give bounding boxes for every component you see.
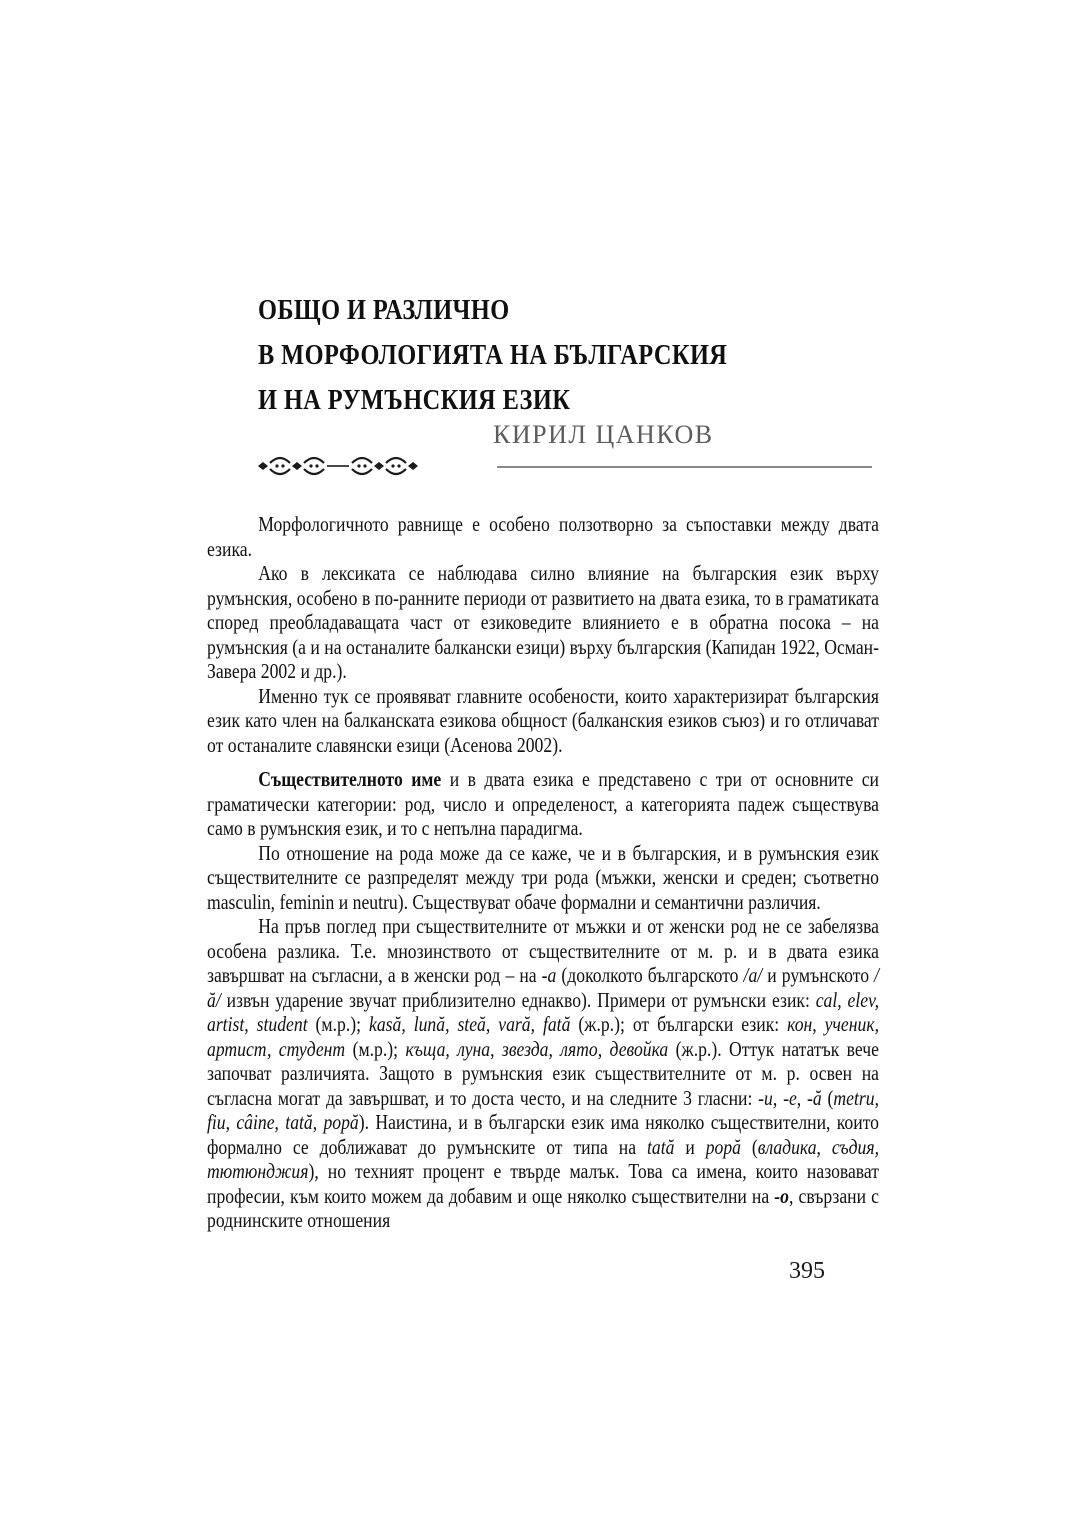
- text-run: /ă/: [207, 963, 879, 1012]
- fleuron-divider-icon: [258, 452, 418, 480]
- text-run: извън ударение звучат приблизително еднакво). Примери от румънски език:: [220, 987, 816, 1012]
- title-line-2: В МОРФОЛОГИЯТА НА БЪЛГАРСКИЯ: [258, 339, 728, 371]
- text-run: Именно тук се проявяват главните особености, които характеризират българския език като член на балканската езикова общност (балканския езиков съюз) и го отличават от останалите славянски езици (Асенова 2002).: [207, 683, 879, 757]
- text-run: кон, ученик, артист, студент: [207, 1012, 879, 1061]
- text-run: (м.р.);: [345, 1036, 406, 1061]
- paragraph: [207, 684, 879, 758]
- text-run: , свързани с роднинските отношения: [207, 1183, 879, 1232]
- text-run: (м.р.);: [307, 1012, 369, 1036]
- page-number: 395: [789, 1258, 825, 1284]
- text-run: -u, -e, -ă: [758, 1085, 822, 1110]
- paragraph: [207, 914, 879, 1233]
- text-run: Морфологичното равнище е особено ползотворно за съпоставки между двата езика.: [207, 512, 879, 561]
- text-run: (: [821, 1085, 834, 1110]
- text-run: metru, fiu, câine, tată, popă: [207, 1085, 879, 1134]
- text-run: tată: [646, 1134, 675, 1159]
- text-run: владика, съдия, тютюнджия: [207, 1134, 879, 1183]
- text-run: popă: [705, 1134, 741, 1159]
- text-run: -о: [774, 1183, 790, 1208]
- article-title: [258, 288, 727, 423]
- paragraph: [207, 841, 879, 915]
- title-line-3: И НА РУМЪНСКИЯ ЕЗИК: [258, 384, 571, 416]
- text-run: kasă, lună, steă, vară, fată: [368, 1012, 571, 1036]
- text-run: -а: [541, 963, 557, 987]
- text-run: Съществителното име: [258, 767, 442, 791]
- text-run: (: [740, 1134, 758, 1159]
- text-run: cal, elev, artist, student: [207, 987, 879, 1036]
- text-run: /а/: [743, 963, 763, 987]
- text-run: ), но техният процент е твърде малък. Това са имена, които назовават професии, към които можем да добавим и още няколко съществителни на: [207, 1159, 879, 1208]
- author-name: КИРИЛ ЦАНКОВ: [493, 420, 714, 449]
- article-body: [207, 512, 879, 1233]
- text-run: (ж.р.); от български език:: [570, 1012, 788, 1036]
- text-run: (ж.р.). Оттук нататък вече започват различията. Защото в румънския език съществителните от м. р. освен на съгласна могат да завършват, и то доста често, и на следните 3 гласни:: [207, 1036, 879, 1110]
- text-run: По отношение на рода може да се каже, че и в българския, и в румънския език съществителните се разпределят между три рода (мъжки, женски и среден; съответно masculin, feminin и neutru). Съществуват обаче формални и семантични различия.: [207, 840, 879, 914]
- text-run: Ако в лексиката се наблюдава силно влияние на българския език върху румънския, особено в по-ранните периоди от развитието на двата езика, то в граматиката според преобладаващата част от езиковедите влиянието е в обратна посока – на румънския (а и на останалите балкански езици) върху българския (Капидан 1922, Осман-Завера 2002 и др.).: [207, 561, 879, 683]
- text-run: и в двата езика е представено с три от основните си граматически категории: род, число и определеност, а категорията падеж съществува само в румънския език, и то с непълна парадигма.: [207, 767, 879, 840]
- paragraph: [207, 512, 879, 561]
- text-run: ). Наистина, и в български език има няколко съществителни, които формално се доближават до румънските от типа на: [207, 1110, 880, 1159]
- text-run: и румънското: [762, 963, 875, 987]
- text-run: къща, луна, звезда, лято, девойка: [405, 1036, 669, 1061]
- text-run: (доколкото българското: [556, 963, 744, 987]
- text-run: На пръв поглед при съществителните от мъжки и от женски род не се забелязва особена разлика. Т.е. мнозинството от съществителните от м. р. и в двата езика завършват на съгласни, а в женски род – на: [207, 914, 879, 987]
- paragraph: [207, 561, 879, 684]
- paragraph: [207, 767, 879, 841]
- text-run: и: [674, 1134, 706, 1159]
- header-rule: [497, 466, 872, 468]
- title-line-1: ОБЩО И РАЗЛИЧНО: [258, 294, 510, 326]
